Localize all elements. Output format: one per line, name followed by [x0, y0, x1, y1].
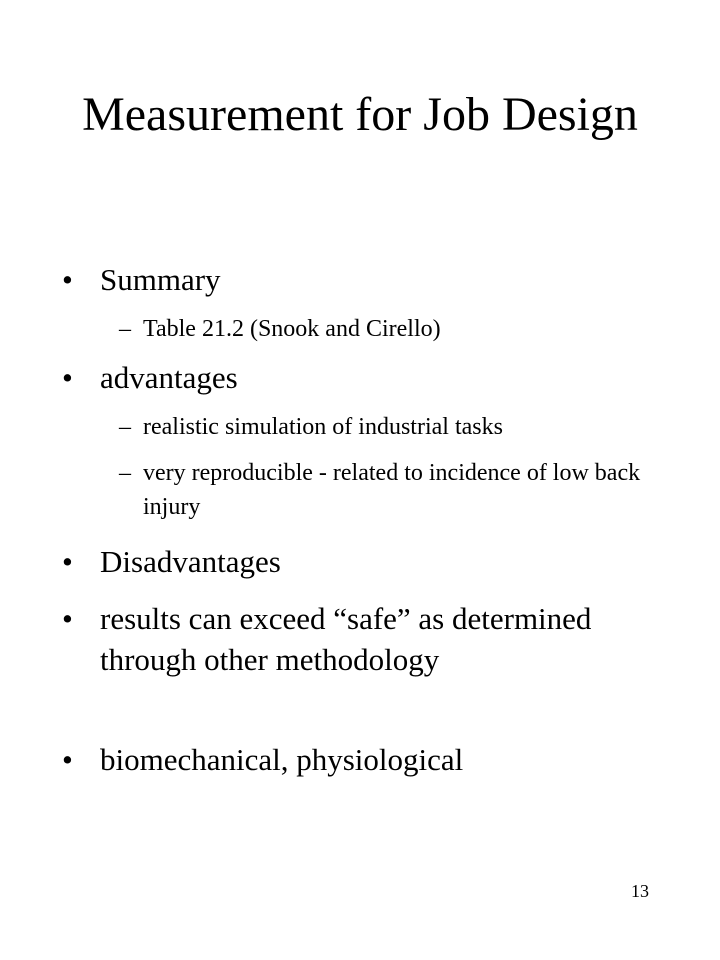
bullet-marker: • — [62, 360, 73, 395]
slide-title: Measurement for Job Design — [82, 88, 638, 141]
bullet-text: Disadvantages — [100, 544, 281, 579]
bullet-text: advantages — [100, 360, 238, 395]
page-number: 13 — [631, 881, 649, 901]
bullet-text: Summary — [100, 262, 221, 297]
bullet-marker: • — [62, 601, 73, 636]
dash-marker: – — [119, 316, 131, 342]
bullet-text: biomechanical, physiological — [100, 742, 464, 777]
bullet-marker: • — [62, 544, 73, 579]
sub-item-text: very reproducible - related to incidence of low back injury — [143, 460, 641, 520]
bullet-text: results can exceed “safe” as determined through other methodology — [100, 601, 592, 677]
dash-marker: – — [119, 414, 131, 440]
bullet-marker: • — [62, 742, 73, 777]
bullet-marker: • — [62, 262, 73, 297]
sub-item-text: Table 21.2 (Snook and Cirello) — [143, 316, 441, 342]
dash-marker: – — [119, 460, 131, 486]
sub-item-text: realistic simulation of industrial tasks — [143, 414, 503, 440]
